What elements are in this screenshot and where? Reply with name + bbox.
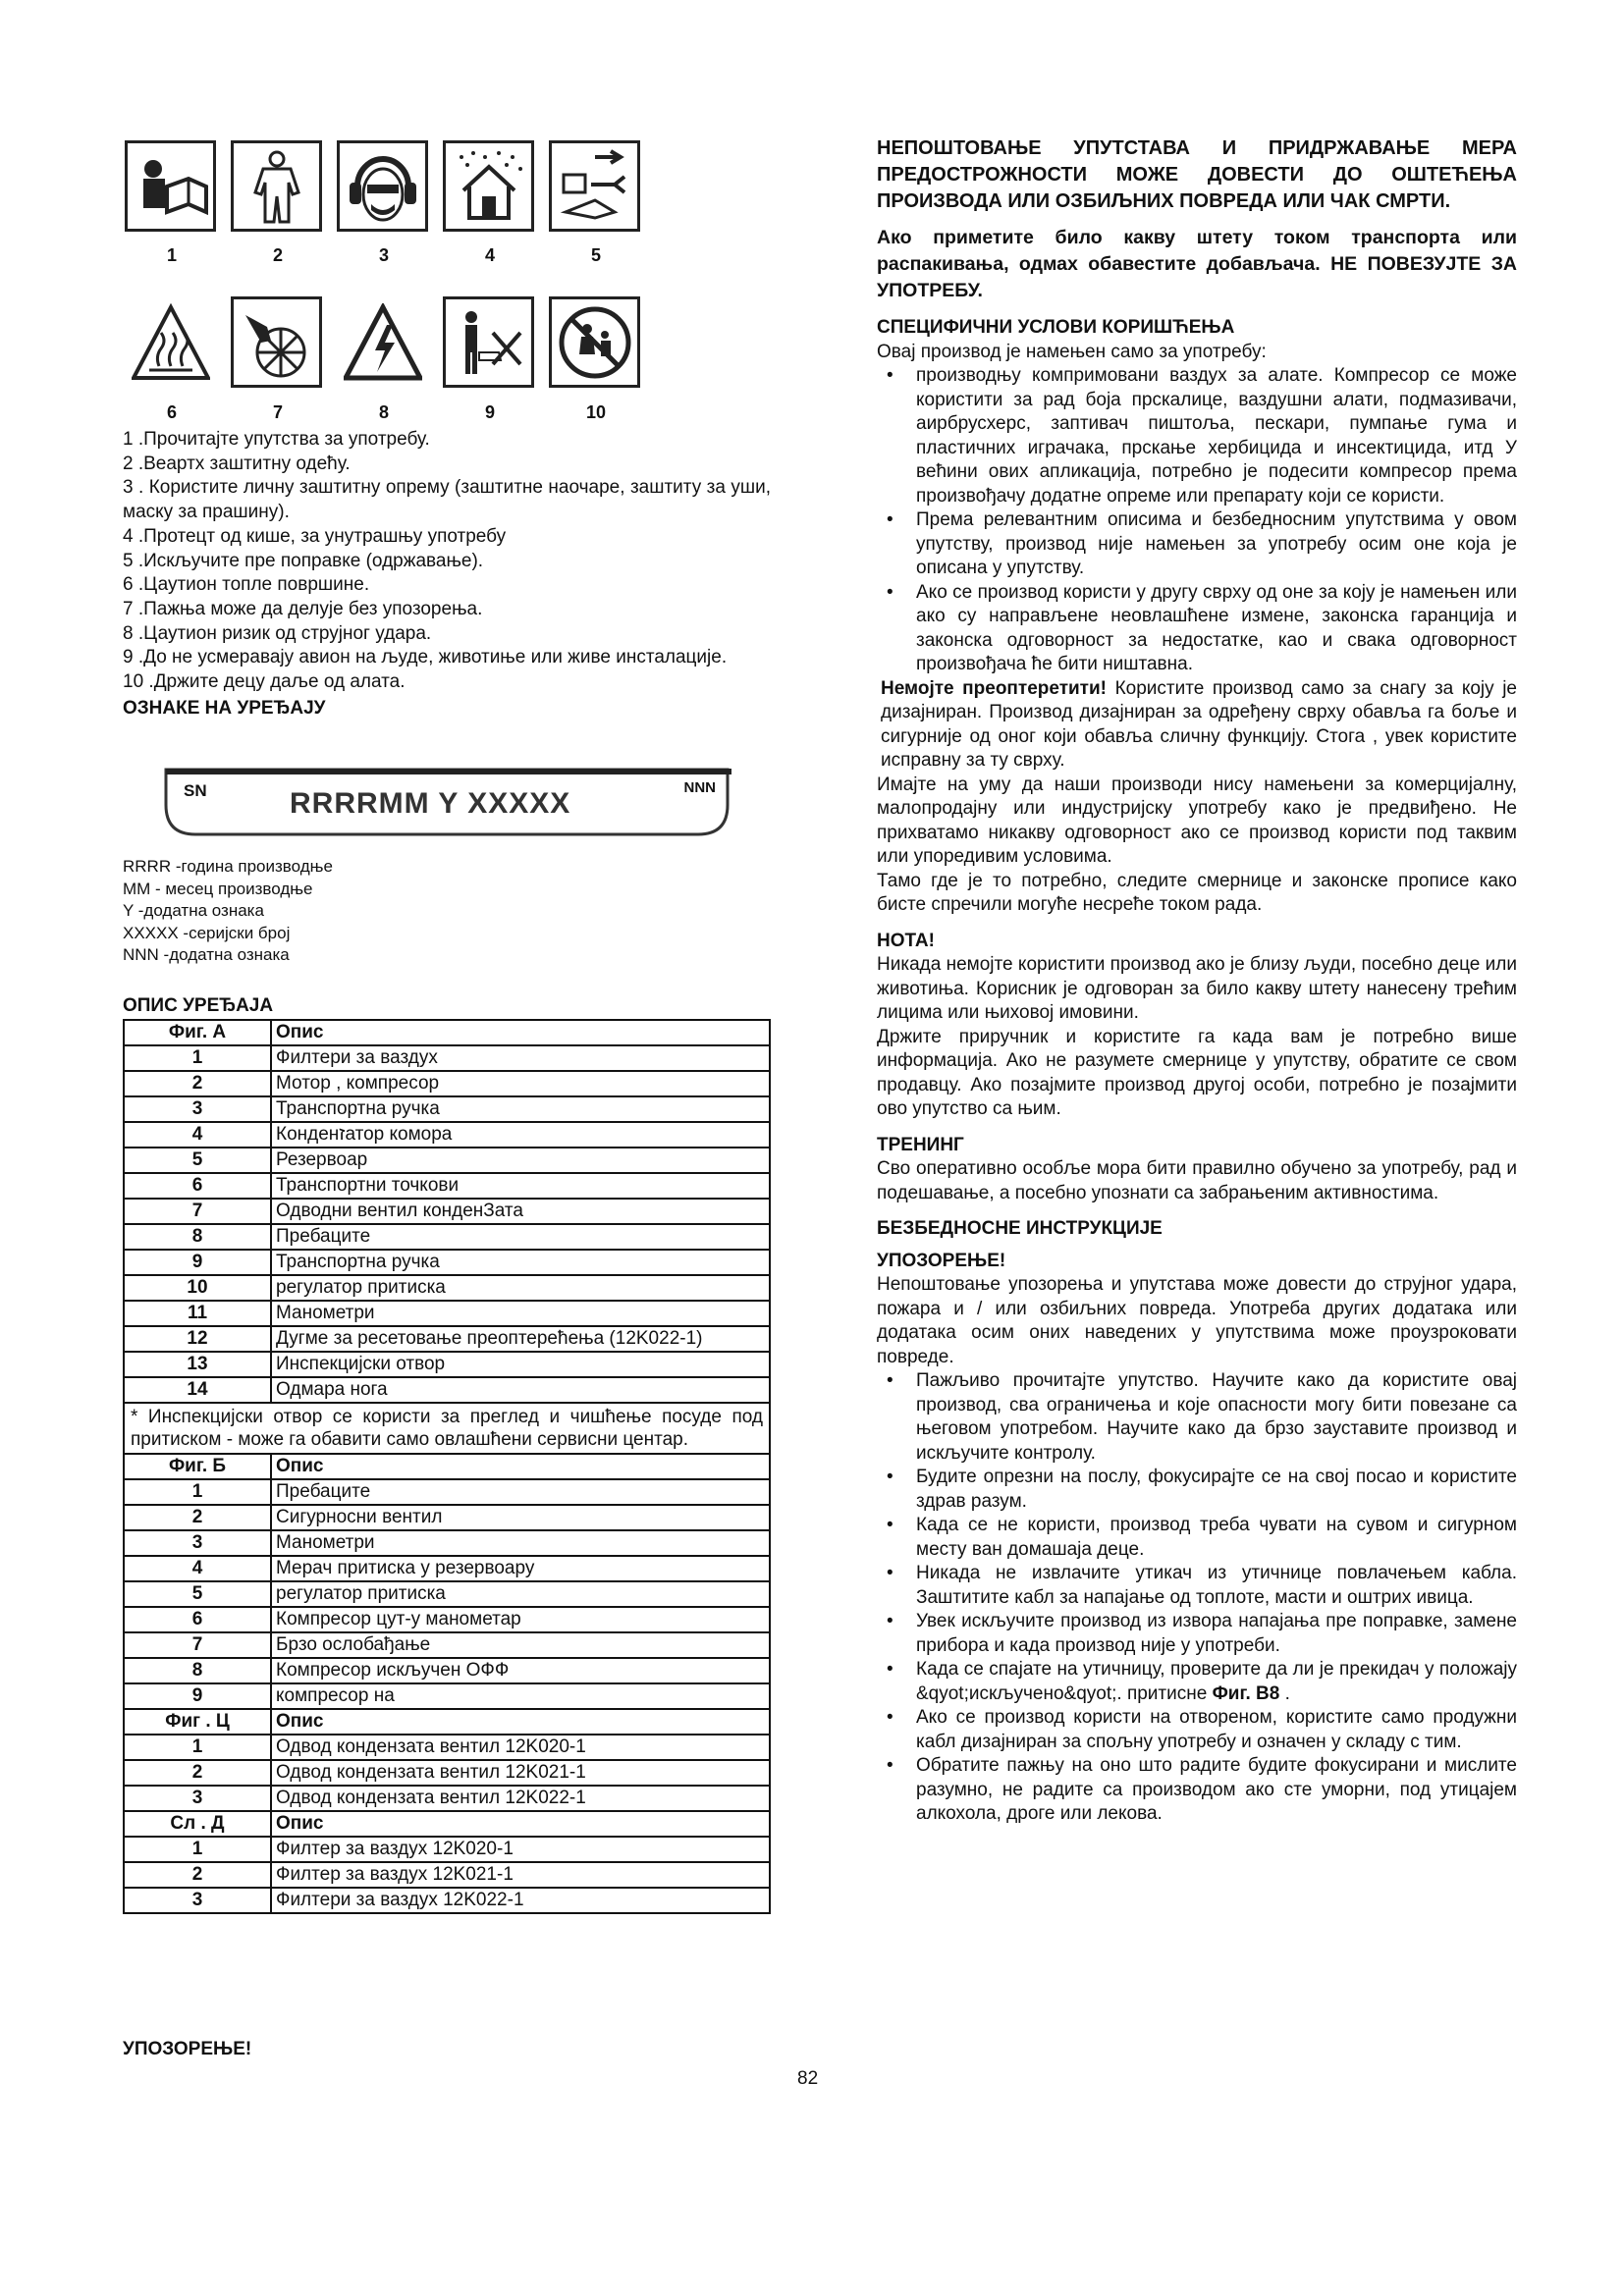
row-description: Компресор цут-у манометар [271, 1607, 770, 1632]
fan-blade-icon [231, 296, 322, 388]
pictogram-number: 6 [166, 402, 177, 422]
table-header-row [124, 1020, 770, 1045]
row-number: 7 [124, 1632, 271, 1658]
row-description: Инспекцијски отвор [271, 1352, 770, 1377]
page-number: 82 [797, 2068, 819, 2089]
pictogram-numbers-row-1 [119, 245, 649, 266]
row-description: Одмара нога [271, 1377, 770, 1403]
keep-children-away-icon [549, 296, 640, 388]
overload-bold: Немојте преоптеретити! [881, 677, 1107, 699]
pictogram-number: 9 [484, 402, 495, 422]
list-item: • Никада не извлачите утикач из утичнице повлачењем кабла. Заштитите кабл за напајање од топлоте, масти и оштрих ивица. [877, 1562, 1517, 1610]
row-number: 4 [124, 1122, 271, 1148]
warning-paragraph: Непоштовање упозорења и упутстава може довести до струјног удара, пожара и / или озбиљних повреда. Употреба других додатака или додатака осим оних наведених у упутствима може проузроковати повреде. [877, 1274, 1517, 1367]
serial-legend-item: XXXXX -серијски број [123, 923, 291, 942]
row-number: 11 [124, 1301, 271, 1326]
row-number: 3 [124, 1096, 271, 1122]
switch-figure-ref: Фиг. В8 [1212, 1682, 1280, 1704]
overload-text: Користите производ само за снагу за коју је дизајниран. Производ дизајниран за одређену сврху обавља га боље и сигурније од оног који обавља сличну функцију. Стога , увек користите исправну за ту сврху. [881, 677, 1517, 771]
row-number: 14 [124, 1377, 271, 1403]
coverall-icon [231, 140, 322, 232]
table-row [124, 1530, 770, 1556]
table-row [124, 1888, 770, 1913]
row-description: Компресор искључен ОФФ [271, 1658, 770, 1683]
table-row [124, 1632, 770, 1658]
row-number: 9 [124, 1683, 271, 1709]
book-reading-icon [125, 140, 216, 232]
list-item: • Обратите пажњу на оно што радите будите фокусирани и мислите разумно, не радите са производом ако сте уморни, под утицајем алкохола, дроге или лекова. [877, 1754, 1517, 1827]
list-item: • производњу компримовани ваздух за алате. Компресор се може користити за рад боја прскалице, ваздушни алати, подмазивачи, аирбрусхерс, заптивач пиштоља, пескари, пумпање гума и пластичних играчака, прскање хербицида и инсектицида, итд У већини ових апликација, потребно је подесити компресор према произвођачу додатне опреме или препарату који се користи. [877, 364, 1517, 508]
row-number: 8 [124, 1224, 271, 1250]
table-row [124, 1556, 770, 1581]
header-figure: Сл . Д [124, 1811, 271, 1837]
table-row [124, 1173, 770, 1199]
serial-code: RRRRMM Y XXXXX [290, 787, 571, 820]
table-row [124, 1786, 770, 1811]
left-warning-heading: УПОЗОРЕЊЕ! [123, 2039, 252, 2059]
table-row [124, 1862, 770, 1888]
note-paragraph: Никада немојте користити производ ако је близу људи, посебно деце или животиња. Корисник је одговоран за било какву штету нанесену трећим лицима или њиховој имовини. [877, 954, 1517, 1023]
list-item: • Пажљиво прочитајте упутство. Научите како да користите овај производ, сва ограничења и које опасности могу бити повезане са његовом употребом. Научите како да брзо зауставите производ и искључите контролу. [877, 1369, 1517, 1466]
table-note-row [124, 1403, 770, 1454]
list-item: • Када се не користи, производ треба чувати на сувом и сигурном месту ван домашаја деце. [877, 1514, 1517, 1562]
row-number: 2 [124, 1071, 271, 1096]
list-item: • Будите опрезни на послу, фокусирајте се на свој посао и користите здрав разум. [877, 1466, 1517, 1514]
list-item: • Ако се производ користи у другу сврху од оне за коју је намењен или ако су направљене неовлашћене измене, законска гаранција и законска одговорност за недостатке, као и свака одговорност произвођача ће бити ништавна. [877, 581, 1517, 677]
specific-conditions-list [877, 364, 1517, 677]
list-item: • Ако се производ користи на отвореном, користите само продужни кабл дизајниран за спољну употребу и означен у складу с тим. [877, 1706, 1517, 1754]
table-row [124, 1275, 770, 1301]
table-row [124, 1148, 770, 1173]
pictogram-number: 5 [590, 245, 601, 265]
row-description: Филтер за ваздух 12K020-1 [271, 1837, 770, 1862]
table-row [124, 1607, 770, 1632]
pictogram-number: 1 [166, 245, 177, 265]
specific-conditions-heading: СПЕЦИФИЧНИ УСЛОВИ КОРИШЋЕЊА [877, 317, 1235, 338]
warning-heading: УПОЗОРЕЊЕ! [877, 1250, 1006, 1271]
table-row [124, 1479, 770, 1505]
section-heading-device-markings: ОЗНАКЕ НА УРЕЂАЈУ [123, 697, 326, 719]
header-figure: Фиг. А [124, 1020, 271, 1045]
row-number: 2 [124, 1862, 271, 1888]
list-item: • Увек искључите производ из извора напајања пре поправке, замене прибора и када производ није у употреби. [877, 1610, 1517, 1658]
pictogram-legend-item: 1 .Прочитајте упутства за употребу. [123, 429, 430, 450]
row-description: Транспортна ручка [271, 1096, 770, 1122]
row-description: Манометри [271, 1530, 770, 1556]
header-description: Опис [271, 1811, 770, 1837]
damage-note: Ако приметите било какву штету током транспорта или распакивања, одмах обавестите добављача. НЕ ПОВЕЗУЈТЕ ЗА УПОТРЕБУ. [877, 227, 1517, 301]
pictogram-legend-item: 5 .Искључите пре поправке (одржавање). [123, 550, 484, 571]
table-header-row [124, 1454, 770, 1479]
pictogram-number: 7 [272, 402, 283, 422]
pictogram-legend-item: 2 .Веартх заштитну одећу. [123, 453, 351, 474]
regulations-paragraph: Тамо где је то потребно, следите смернице и законске прописе како бисте спречили могуће несреће током рада. [877, 870, 1517, 915]
right-content [877, 135, 1517, 1827]
specific-conditions-intro: Овај производ је намењен само за употребу: [877, 341, 1267, 362]
serial-legend-item: RRRR -година производње [123, 857, 333, 876]
pictogram-legend-item: 4 .Протецт од кише, за унутрашњу употребу [123, 525, 507, 547]
row-number: 10 [124, 1275, 271, 1301]
pictogram-legend-item: 10 .Држите децу даље од алата. [123, 671, 406, 693]
row-number: 5 [124, 1148, 271, 1173]
safety-list [877, 1369, 1517, 1827]
row-number: 1 [124, 1479, 271, 1505]
training-heading: ТРЕНИНГ [877, 1134, 964, 1155]
table-header-row [124, 1709, 770, 1735]
pictogram-number: 10 [585, 402, 607, 422]
section-heading-description: ОПИС УРЕЂАЈА [123, 995, 274, 1016]
header-description: Опис [271, 1709, 770, 1735]
pictogram-number: 3 [378, 245, 389, 265]
header-figure: Фиг. Б [124, 1454, 271, 1479]
pictogram-number: 8 [378, 402, 389, 422]
serial-suffix: NNN [683, 779, 716, 796]
pictogram-numbers-row-2 [119, 402, 649, 423]
row-description: компресор на [271, 1683, 770, 1709]
table-header-row [124, 1811, 770, 1837]
row-description: Филтери за ваздух 12K022-1 [271, 1888, 770, 1913]
row-description: Одводни вентил конденЗата [271, 1199, 770, 1224]
row-number: 5 [124, 1581, 271, 1607]
row-number: 1 [124, 1837, 271, 1862]
pictogram-legend [123, 428, 771, 721]
pictogram-legend-item: 9 .До не усмеравају авион на људе, животиње или живе инсталације. [123, 647, 728, 668]
serial-legend [123, 856, 333, 967]
table-row [124, 1735, 770, 1760]
row-number: 9 [124, 1250, 271, 1275]
note-heading: НОТА! [877, 930, 935, 951]
serial-legend-item: NNN -додатна ознака [123, 945, 290, 964]
table-row [124, 1199, 770, 1224]
pictogram-row-2 [125, 296, 655, 388]
table-row [124, 1505, 770, 1530]
list-item [877, 1658, 1517, 1706]
switch-text: Када се спајате на утичницу, проверите да ли је прекидач у положају &qyot;искључено&qyot;. притисне [916, 1659, 1517, 1704]
header-description: Опис [271, 1454, 770, 1479]
row-number: 1 [124, 1735, 271, 1760]
table-row [124, 1837, 770, 1862]
electric-shock-icon [337, 296, 428, 388]
row-description: Одвод кондензата вентил 12K020-1 [271, 1735, 770, 1760]
pictogram-number: 4 [484, 245, 495, 265]
safety-heading: БЕЗБЕДНОСНЕ ИНСТРУКЦИЈЕ [877, 1218, 1163, 1239]
face-protection-icon [337, 140, 428, 232]
no-spray-people-icon [443, 296, 534, 388]
row-description: Резервоар [271, 1148, 770, 1173]
serial-prefix: SN [184, 781, 207, 800]
description-table [123, 1019, 771, 1914]
row-description: Филтери за ваздух [271, 1045, 770, 1071]
rating-label [162, 766, 731, 839]
pictogram-legend-item: 3 . Користите личну заштитну опрему (заштитне наочаре, заштиту за уши, маску за прашину). [123, 477, 771, 523]
row-description: Конденזатор комора [271, 1122, 770, 1148]
row-description: Манометри [271, 1301, 770, 1326]
row-number: 8 [124, 1658, 271, 1683]
header-figure: Фиг . Ц [124, 1709, 271, 1735]
list-item: • Према релевантним описима и безбедносним упутствима у овом упутству, производ није намењен за употребу осим оне која је описана у упутству. [877, 508, 1517, 581]
inspection-note: * Инспекцијски отвор се користи за преглед и чишћење посуде под притиском - може га обавити само овлашћени сервисни центар. [124, 1403, 770, 1454]
table-row [124, 1658, 770, 1683]
header-description: Опис [271, 1020, 770, 1045]
table-row [124, 1071, 770, 1096]
row-number: 4 [124, 1556, 271, 1581]
switch-end: . [1279, 1682, 1290, 1704]
overload-paragraph [877, 677, 1517, 774]
pictogram-legend-item: 6 .Цаутион топле површине. [123, 574, 370, 596]
row-number: 7 [124, 1199, 271, 1224]
row-number: 3 [124, 1530, 271, 1556]
pictogram-number: 2 [272, 245, 283, 265]
row-description: Одвод кондензата вентил 12K022-1 [271, 1786, 770, 1811]
row-description: Мерач притиска у резервоару [271, 1556, 770, 1581]
table-row [124, 1096, 770, 1122]
row-description: Сигурносни вентил [271, 1505, 770, 1530]
table-row [124, 1760, 770, 1786]
row-number: 2 [124, 1760, 271, 1786]
row-number: 3 [124, 1888, 271, 1913]
row-description: Транспортни точкови [271, 1173, 770, 1199]
row-number: 12 [124, 1326, 271, 1352]
row-description: Дугме за ресетовање преоптерећења (12K022-1) [271, 1326, 770, 1352]
row-description: Пребаците [271, 1224, 770, 1250]
pictogram-legend-item: 8 .Цаутион ризик од струјног удара. [123, 622, 432, 644]
row-description: регулатор притиска [271, 1581, 770, 1607]
row-description: Пребаците [271, 1479, 770, 1505]
row-number: 6 [124, 1173, 271, 1199]
row-description: Филтер за ваздух 12K021-1 [271, 1862, 770, 1888]
table-row [124, 1326, 770, 1352]
row-number: 2 [124, 1505, 271, 1530]
table-row [124, 1045, 770, 1071]
row-number: 1 [124, 1045, 271, 1071]
table-row [124, 1301, 770, 1326]
commercial-paragraph: Имајте на уму да наши производи нису намењени за комерцијалну, малопродајну или индустријску употребу како је предвиђено. Не прихватамо никакву одговорност ако се производ користи под таквим или упоредивим условима. [877, 774, 1517, 867]
manual-paragraph: Држите приручник и користите га када вам је потребно више информација. Ако не разумете смернице у упутству, обратите се свом продавцу. Ако позајмите производ другој особи, потребно је позајмити ово упутство са њим. [877, 1026, 1517, 1119]
row-description: Одвод кондензата вентил 12K021-1 [271, 1760, 770, 1786]
serial-legend-item: MM - месец производње [123, 879, 313, 898]
training-paragraph: Сво оперативно особље мора бити правилно обучено за употребу, рад и подешавање, а посебно упознати са забрањеним активностима. [877, 1158, 1517, 1203]
table-row [124, 1581, 770, 1607]
table-row [124, 1122, 770, 1148]
row-number: 3 [124, 1786, 271, 1811]
unplug-icon [549, 140, 640, 232]
row-description: Транспортна ручка [271, 1250, 770, 1275]
pictogram-legend-item: 7 .Пажња може да делује без упозорења. [123, 598, 483, 619]
serial-legend-item: Y -додатна ознака [123, 901, 264, 920]
table-row [124, 1377, 770, 1403]
table-row [124, 1250, 770, 1275]
row-description: регулатор притиска [271, 1275, 770, 1301]
row-description: Мотор , компресор [271, 1071, 770, 1096]
table-row [124, 1352, 770, 1377]
table-row [124, 1224, 770, 1250]
rain-house-icon [443, 140, 534, 232]
table-row [124, 1683, 770, 1709]
pictogram-row-1 [125, 140, 655, 232]
row-number: 6 [124, 1607, 271, 1632]
hot-surface-icon [125, 296, 216, 388]
noncompliance-warning: НЕПОШТОВАЊЕ УПУТСТАВА И ПРИДРЖАВАЊЕ МЕРА ПРЕДОСТРОЖНОСТИ МОЖЕ ДОВЕСТИ ДО ОШТЕЋЕЊА ПРОИЗВОДА ИЛИ ОЗБИЉНИХ ПОВРЕДА ИЛИ ЧАК СМРТИ. [877, 137, 1517, 212]
row-description: Брзо ослобађање [271, 1632, 770, 1658]
row-number: 13 [124, 1352, 271, 1377]
